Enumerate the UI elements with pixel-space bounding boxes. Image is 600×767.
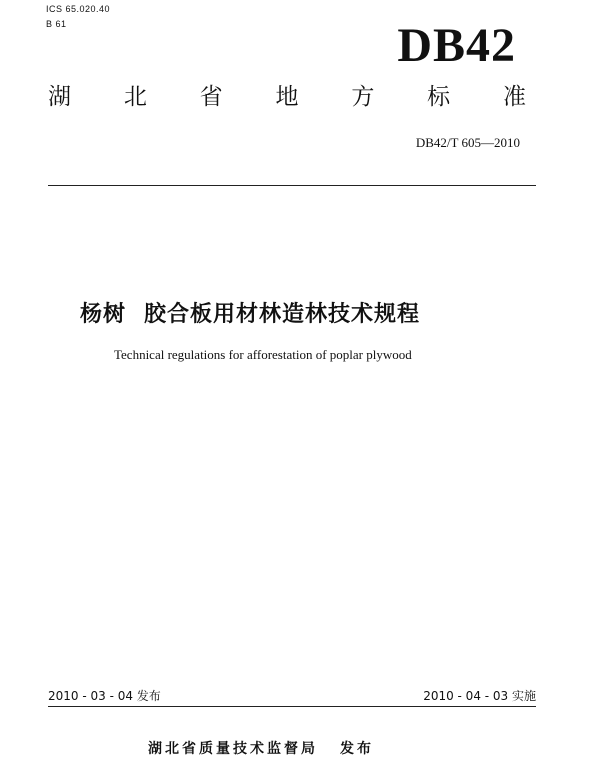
standard-type-char: 湖 bbox=[48, 84, 71, 110]
standard-type-heading bbox=[48, 86, 526, 109]
header-divider bbox=[48, 185, 536, 186]
standard-type-char: 省 bbox=[199, 84, 223, 110]
standard-type-char: 方 bbox=[351, 84, 375, 110]
title-chinese-part1: 杨树 bbox=[80, 302, 127, 327]
standard-logo: DB42 bbox=[397, 19, 516, 72]
issuer-name: 湖北省质量技术监督局 bbox=[148, 741, 318, 757]
standard-type-char: 北 bbox=[123, 84, 147, 110]
issued-label: 发布 bbox=[340, 741, 374, 757]
implementation-date: 2010 - 04 - 03 实施 bbox=[423, 689, 536, 703]
standard-number: DB42/T 605—2010 bbox=[415, 135, 520, 150]
document-title-chinese bbox=[80, 297, 420, 328]
document-title-english: Technical regulations for afforestation of poplar plywood bbox=[114, 347, 412, 362]
ics-code: ICS 65.020.40 bbox=[46, 4, 111, 14]
issuing-authority bbox=[148, 738, 374, 758]
standard-type-char: 准 bbox=[502, 84, 526, 110]
standard-type-char: 标 bbox=[427, 84, 451, 110]
ccs-code: B 61 bbox=[46, 19, 67, 29]
issue-date: 2010 - 03 - 04 发布 bbox=[48, 689, 161, 703]
standard-type-char: 地 bbox=[275, 84, 299, 110]
footer-divider bbox=[48, 706, 536, 707]
title-chinese-part2: 胶合板用材林造林技术规程 bbox=[144, 302, 421, 327]
